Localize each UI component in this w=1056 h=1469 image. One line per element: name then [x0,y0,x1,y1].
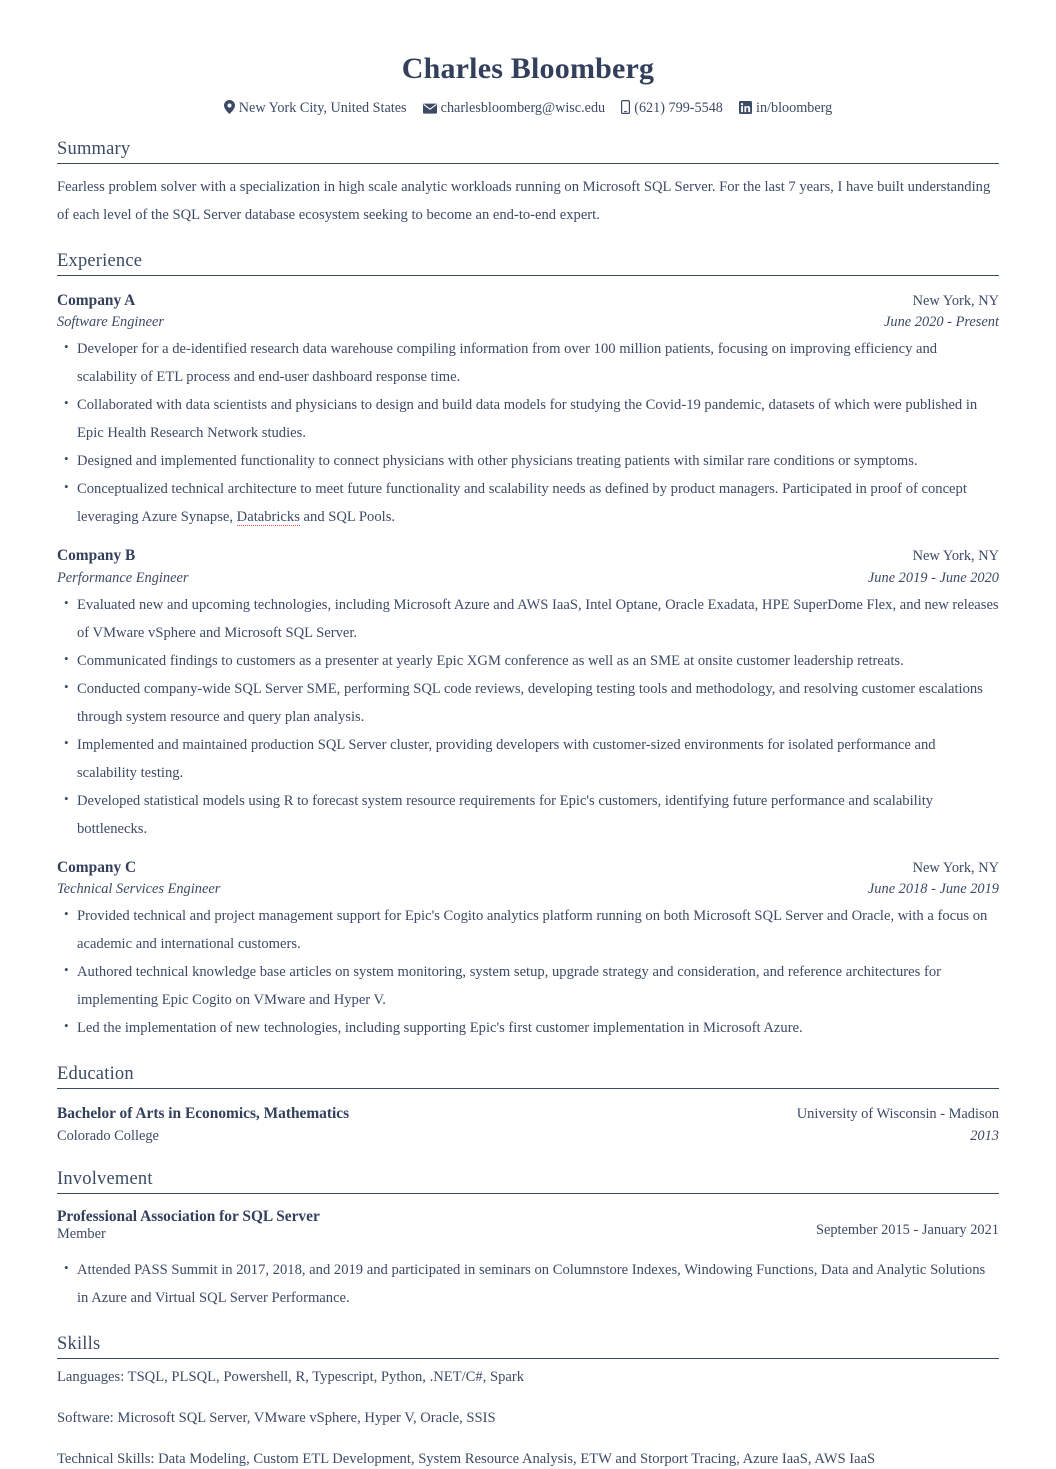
candidate-name: Charles Bloomberg [401,52,655,85]
location-pin-icon [224,100,235,114]
involvement-left-column [57,1208,320,1243]
company-location: New York, NY [912,548,999,565]
company-location: New York, NY [912,293,999,310]
list-item: • Led the implementation of new technologies, including supporting Epic's first customer implementation in Microsoft Azure. [57,1014,999,1042]
section-divider [57,1193,999,1194]
section-skills [57,1334,999,1469]
entry-header-row [57,1208,999,1254]
section-title-involvement: Involvement [57,1168,153,1189]
section-divider [57,275,999,276]
involvement-list [57,1256,999,1312]
involvement-role: Member [57,1225,106,1242]
job-dates: June 2020 - Present [884,314,999,331]
company-name: Company C [57,858,137,876]
job-title: Performance Engineer [57,569,189,586]
resume-header [57,52,999,117]
contact-linkedin-text: in/bloomberg [756,99,833,116]
misspelled-word: Databricks [236,509,300,526]
list-item: • Provided technical and project management support for Epic's Cogito analytics platform running on both Microsoft SQL Server and Oracle, with a focus on academic and international customers. [57,902,999,958]
experience-entry [57,545,999,842]
section-divider [57,163,999,164]
list-item: • Conducted company-wide SQL Server SME, performing SQL code reviews, developing testing tools and methodology, and resolving customer escalations through system resource and query plan analysis. [57,675,999,731]
entry-subheader-row [57,879,999,900]
experience-entry [57,857,999,1042]
envelope-icon [423,103,437,114]
entry-header-row [57,857,999,879]
entry-subheader-row [57,312,999,333]
linkedin-icon [739,101,752,114]
section-experience [57,251,999,1042]
entry-subheader-row [57,1126,999,1147]
section-title-experience: Experience [57,250,143,271]
university-name: University of Wisconsin - Madison [796,1106,999,1123]
contact-email[interactable] [423,100,606,116]
education-entry [57,1103,999,1146]
responsibility-list [57,335,999,531]
list-item: • Implemented and maintained production SQL Server cluster, providing developers with customer-sized environments for isolated performance and scalability testing. [57,731,999,787]
list-item: • Communicated findings to customers as a presenter at yearly Epic XGM conference as well as an SME at onsite customer leadership retreats. [57,647,999,675]
skill-line-software: Software: Microsoft SQL Server, VMware vSphere, Hyper V, Oracle, SSIS [57,1410,496,1427]
contact-line [57,100,999,117]
list-item: • Designed and implemented functionality to connect physicians with other physicians treating patients with similar rare conditions or symptoms. [57,447,999,475]
job-title: Software Engineer [57,314,164,331]
bullet-text-part1: Conceptualized technical architecture to meet future functionality and scalability needs as defined by product managers. Participated in proof of concept leveraging Azure Synapse, [77,481,967,526]
section-involvement [57,1169,999,1312]
institution-name: Colorado College [57,1127,159,1144]
involvement-dates: September 2015 - January 2021 [815,1222,999,1239]
list-item: • Authored technical knowledge base articles on system monitoring, system setup, upgrade strategy and consideration, and reference architectures for implementing Epic Cogito on VMware and Hyper V. [57,958,999,1014]
list-item [57,475,999,531]
responsibility-list [57,591,999,843]
company-location: New York, NY [912,859,999,876]
section-divider [57,1358,999,1359]
list-item: • Evaluated new and upcoming technologies, including Microsoft Azure and AWS IaaS, Intel Optane, Oracle Exadata, HPE SuperDome Flex, and new releases of VMware vSphere and Microsoft SQL Server. [57,591,999,647]
degree-name: Bachelor of Arts in Economics, Mathematics [57,1105,350,1123]
entry-header-row [57,1103,999,1125]
section-summary [57,139,999,229]
skill-line-technical: Technical Skills: Data Modeling, Custom ETL Development, System Resource Analysis, ETW and Storport Tracing, Azure IaaS, AWS IaaS [57,1451,876,1467]
contact-phone-text: (621) 799-5548 [634,99,723,116]
section-education [57,1064,999,1146]
job-dates: June 2019 - June 2020 [867,569,999,586]
skill-line-languages: Languages: TSQL, PLSQL, Powershell, R, Typescript, Python, .NET/C#, Spark [57,1369,525,1386]
contact-phone[interactable] [621,100,723,116]
section-title-skills: Skills [57,1333,101,1354]
contact-location [224,100,407,116]
phone-icon [621,100,630,114]
responsibility-list [57,902,999,1042]
contact-email-text: charlesbloomberg@wisc.edu [440,99,606,116]
job-title: Technical Services Engineer [57,881,221,898]
section-title-education: Education [57,1064,134,1085]
graduation-year: 2013 [970,1127,999,1144]
entry-subheader-row [57,568,999,589]
section-title-summary: Summary [57,138,131,159]
company-name: Company B [57,547,136,565]
list-item: • Developer for a de-identified research data warehouse compiling information from over 100 million patients, focusing on improving efficiency and scalability of ETL process and end-user dashboard response time. [57,335,999,391]
summary-text: Fearless problem solver with a specialization in high scale analytic workloads running on Microsoft SQL Server. For the last 7 years, I have built understanding of each level of the SQL Server database ecosystem seeking to become an end-to-end expert. [57,178,991,223]
contact-location-text: New York City, United States [238,99,407,116]
contact-linkedin[interactable] [739,100,832,116]
bullet-text-part2: and SQL Pools. [299,509,396,526]
list-item: • Attended PASS Summit in 2017, 2018, and 2019 and participated in seminars on Columnstore Indexes, Windowing Functions, Data and Analytic Solutions in Azure and Virtual SQL Server Performance. [57,1256,999,1312]
entry-header-row [57,545,999,567]
list-item: • Developed statistical models using R to forecast system resource requirements for Epic's customers, identifying future performance and scalability bottlenecks. [57,787,999,843]
list-item: • Collaborated with data scientists and physicians to design and build data models for studying the Covid-19 pandemic, datasets of which were published in Epic Health Research Network studies. [57,391,999,447]
organization-name: Professional Association for SQL Server [57,1207,320,1225]
involvement-right-column [816,1208,999,1254]
company-name: Company A [57,292,136,310]
entry-header-row [57,290,999,312]
job-dates: June 2018 - June 2019 [867,881,999,898]
experience-entry [57,290,999,531]
involvement-entry [57,1208,999,1312]
section-divider [57,1088,999,1089]
